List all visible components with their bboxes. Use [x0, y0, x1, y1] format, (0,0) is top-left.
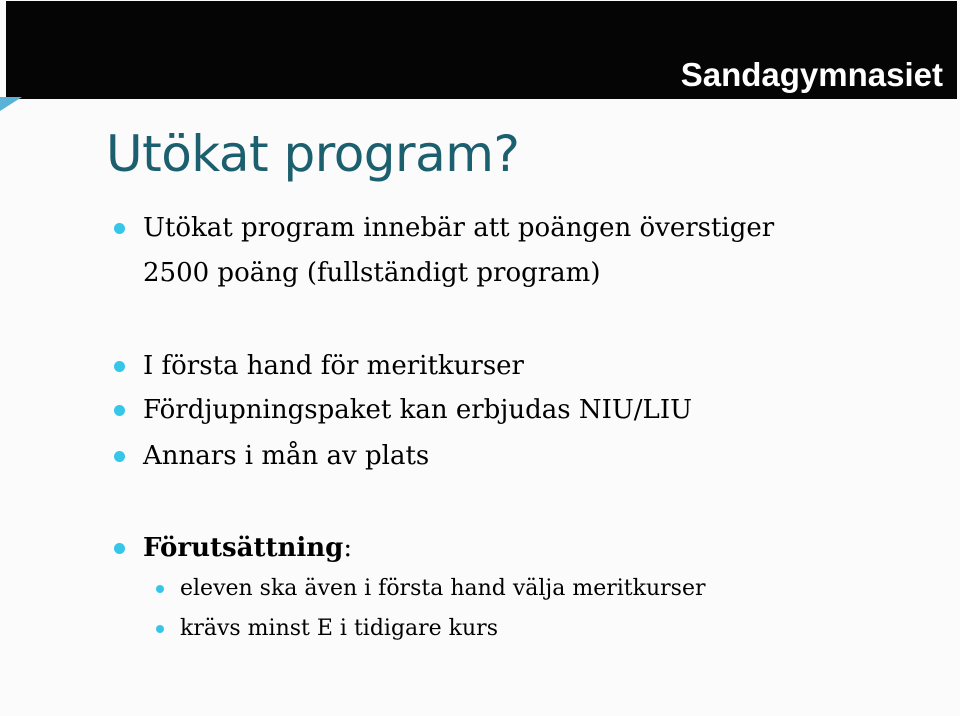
- sub-bullet-item: [180, 610, 498, 648]
- bullet-dot-icon: [114, 223, 125, 234]
- bullet-item: [143, 526, 352, 570]
- bullet-text: I första hand för meritkurser: [143, 351, 524, 381]
- bullet-item-continuation: [143, 251, 600, 295]
- bullet-text: Annars i mån av plats: [143, 441, 430, 471]
- bullet-text-line: 2500 poäng (fullständigt program): [143, 258, 601, 288]
- header-bar: [6, 1, 957, 99]
- bullet-heading-suffix: :: [343, 533, 353, 563]
- slide-title: Utökat program?: [106, 125, 520, 183]
- header-accent-corner: [0, 97, 22, 111]
- sub-bullet-text: krävs minst E i tidigare kurs: [180, 616, 498, 641]
- bullet-text: Fördjupningspaket kan erbjudas NIU/LIU: [143, 395, 693, 425]
- sub-bullet-item: [180, 570, 705, 608]
- brand-name: Sandagymnasiet: [680, 56, 943, 93]
- bullet-dot-icon: [156, 585, 164, 593]
- bullet-dot-icon: [156, 625, 164, 633]
- bullet-item: [143, 206, 774, 250]
- bullet-dot-icon: [114, 543, 125, 554]
- bullet-dot-icon: [114, 451, 125, 462]
- sub-bullet-text: eleven ska även i första hand välja meritkurser: [180, 576, 706, 601]
- bullet-dot-icon: [114, 405, 125, 416]
- bullet-heading: Förutsättning: [143, 533, 344, 563]
- bullet-item: [143, 388, 692, 432]
- bullet-item: [143, 434, 429, 478]
- bullet-text-line: Utökat program innebär att poängen överstiger: [143, 213, 775, 243]
- bullet-dot-icon: [114, 361, 125, 372]
- bullet-item: [143, 344, 524, 388]
